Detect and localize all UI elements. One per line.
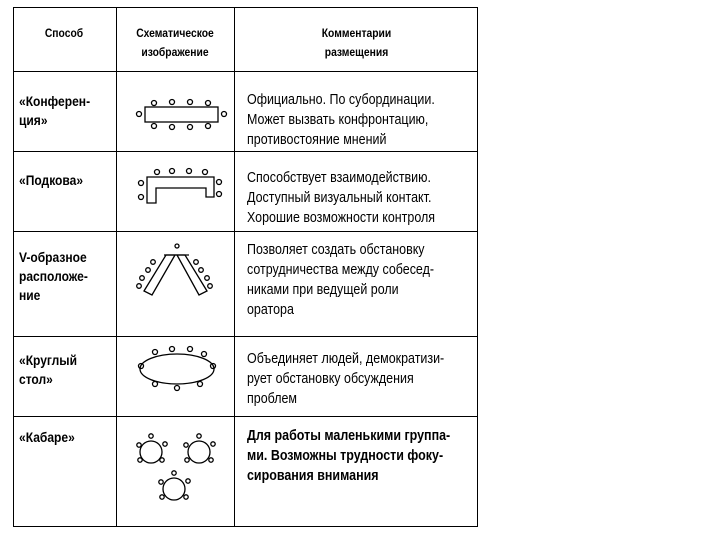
conference-layout-icon	[137, 100, 227, 130]
header-method: Способ	[44, 26, 84, 40]
method-comment: Способствует взаимодействию. Доступный визуальный контакт. Хорошие возможности контроля	[247, 170, 436, 226]
method-name: «Конферен- ция»	[19, 93, 91, 128]
cabaret-layout-icon	[137, 434, 215, 500]
header-comment: Комментарии размещения	[321, 26, 392, 59]
method-name: «Подкова»	[19, 172, 84, 188]
seating-arrangements-table	[13, 7, 478, 527]
header-schema: Схематическое изображение	[136, 26, 214, 59]
v-shape-layout-icon	[137, 244, 213, 295]
round-table-layout-icon	[139, 347, 216, 391]
method-name: «Круглый стол»	[19, 352, 77, 387]
method-name: V-образное расположе- ние	[19, 249, 88, 303]
schematic-drawings	[14, 8, 476, 525]
method-comment: Для работы маленькими группа- ми. Возможны трудности фоку- сирования внимания	[247, 428, 451, 484]
method-comment: Объединяет людей, демократизи- рует обстановку обсуждения проблем	[247, 351, 445, 407]
method-comment: Официально. По субординации. Может вызвать конфронтацию, противостояние мнений	[247, 92, 435, 148]
method-comment: Позволяет создать обстановку сотрудничества между собесед- никами при ведущей роли оратора	[247, 242, 435, 318]
horseshoe-layout-icon	[139, 169, 222, 204]
method-name: «Кабаре»	[19, 429, 75, 445]
